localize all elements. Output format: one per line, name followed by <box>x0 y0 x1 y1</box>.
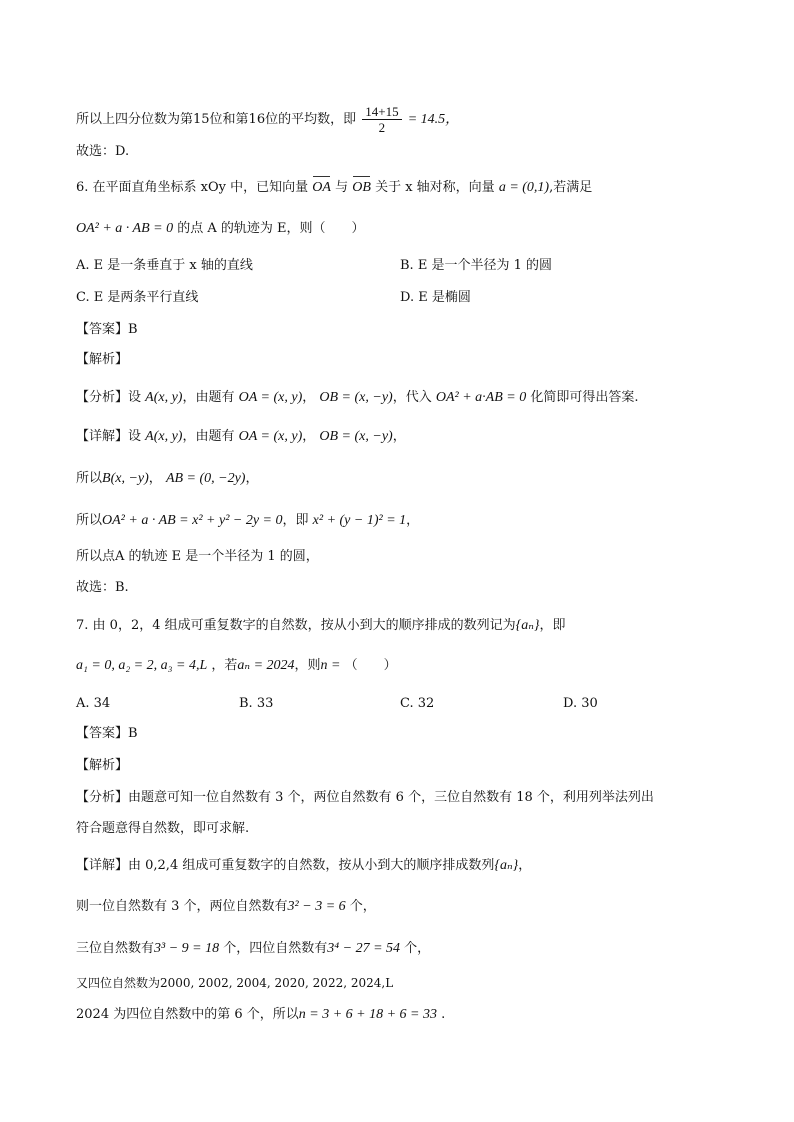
detail-line <box>76 548 734 566</box>
text: 【详解】设 <box>76 429 142 444</box>
analysis-label: 【解析】 <box>76 758 129 773</box>
math: {aₙ} <box>494 858 519 873</box>
text: 又四位自然数为2000, 2002, 2004, 2020, 2022, 2024,L <box>76 976 394 990</box>
detail-line <box>76 857 734 875</box>
option-a: A. E 是一条垂直于 x 轴的直线 <box>76 258 253 273</box>
detail-line <box>76 428 734 446</box>
vector-oa: OA <box>312 180 331 195</box>
text: ， <box>302 390 316 405</box>
analysis-heading <box>76 351 734 369</box>
math: a = (0,1) <box>498 180 550 195</box>
text-line <box>76 104 734 135</box>
text: 符合题意得自然数，即可求解. <box>76 821 250 836</box>
vector-ob: OB <box>352 180 371 195</box>
math: 3³ − 9 = 18 <box>154 941 220 956</box>
math: {aₙ} <box>515 618 540 633</box>
math: OA = (x, y) <box>238 429 303 444</box>
detail-line <box>76 940 734 958</box>
text: 【分析】由题意可知一位自然数有 3 个，两位自然数有 6 个，三位自然数有 18 个，利用列举法列出 <box>76 790 654 805</box>
detail-line <box>76 470 734 488</box>
analysis-heading <box>76 757 734 775</box>
answer-label: 【答案】B <box>76 726 138 741</box>
detail-line <box>76 1006 734 1024</box>
text: 的点 A 的轨迹为 E，则（ ） <box>177 221 365 236</box>
math: OA = (x, y) <box>238 390 303 405</box>
text: 个，四位自然数有 <box>223 941 328 956</box>
text: 关于 x 轴对称，向量 <box>375 180 495 195</box>
analysis-label: 【解析】 <box>76 352 129 367</box>
text: ， <box>392 429 406 444</box>
text: 个， <box>404 941 431 956</box>
option-c: C. E 是两条平行直线 <box>76 290 199 305</box>
math: 3² − 3 = 6 <box>287 899 346 914</box>
analysis-line <box>76 389 734 407</box>
question-7-stem-cont <box>76 657 734 675</box>
math: x² + (y − 1)² = 1 <box>312 513 407 528</box>
text: （ ） <box>344 658 397 673</box>
text: ， <box>245 471 259 486</box>
text: 2024 为四位自然数中的第 6 个，所以 <box>76 1007 299 1022</box>
analysis-line <box>76 820 734 838</box>
option-d: D. E 是椭圆 <box>400 290 471 305</box>
text: 所以上四分位数为第15位和第16位的平均数，即 <box>76 112 357 127</box>
text: 个， <box>349 899 376 914</box>
answer-line <box>76 321 734 339</box>
text: 【详解】由 0,2,4 组成可重复数字的自然数，按从小到大的顺序排成数列 <box>76 858 495 873</box>
math: OA² + a · AB = x² + y² − 2y = 0 <box>102 513 283 528</box>
analysis-line <box>76 789 734 807</box>
math: OB = (x, −y) <box>319 429 393 444</box>
answer-label: 【答案】B <box>76 322 138 337</box>
option-b: B. E 是一个半径为 1 的圆 <box>400 258 552 273</box>
math: n = <box>320 658 341 673</box>
detail-line <box>76 898 734 916</box>
math: a₁ = 0, a₂ = 2, a₃ = 4,L <box>76 658 208 673</box>
option-d: D. 30 <box>563 696 598 711</box>
text: ，则 <box>294 658 321 673</box>
text: . <box>441 1007 446 1022</box>
fraction-numerator: 14+15 <box>362 104 401 120</box>
math: A(x, y) <box>145 390 183 405</box>
math: OB = (x, −y) <box>319 390 393 405</box>
text: ，由题有 <box>182 429 235 444</box>
detail-line <box>76 579 734 597</box>
math: = 14.5， <box>407 112 460 127</box>
text: ，即 <box>282 513 309 528</box>
question-7-stem <box>76 617 734 635</box>
math: 3⁴ − 27 = 54 <box>327 941 401 956</box>
text: ，即 <box>539 618 566 633</box>
text: 【分析】设 <box>76 390 142 405</box>
text: ，由题有 <box>182 390 235 405</box>
text: 故选：D. <box>76 144 130 159</box>
option-b: B. 33 <box>239 696 274 711</box>
option-c: C. 32 <box>400 696 435 711</box>
math: n = 3 + 6 + 18 + 6 = 33 <box>298 1007 438 1022</box>
text: ， <box>406 513 420 528</box>
math: B(x, −y) <box>102 471 149 486</box>
question-6-stem <box>76 179 734 197</box>
math: aₙ = 2024 <box>237 658 295 673</box>
text-line <box>76 143 734 161</box>
text: ，代入 <box>392 390 432 405</box>
math: OA² + a · AB = 0 <box>76 221 174 236</box>
text: ，若 <box>211 658 238 673</box>
question-6-stem-cont <box>76 220 734 238</box>
answer-line <box>76 725 734 743</box>
fraction-denominator: 2 <box>378 120 386 135</box>
text: 与 <box>335 180 349 195</box>
text: 所以点A 的轨迹 E 是一个半径为 1 的圆， <box>76 549 319 564</box>
detail-line <box>76 974 734 993</box>
text: ， <box>518 858 532 873</box>
text: 所以 <box>76 513 103 528</box>
text: 7. 由 0，2，4 组成可重复数字的自然数，按从小到大的顺序排成的数列记为 <box>76 618 516 633</box>
math: OA² + a·AB = 0 <box>435 390 527 405</box>
detail-line <box>76 512 734 530</box>
text: 所以 <box>76 471 103 486</box>
text: 化简即可得出答案. <box>530 390 639 405</box>
fraction <box>362 104 401 135</box>
text: ,若满足 <box>549 180 593 195</box>
text: ， <box>302 429 316 444</box>
text: 三位自然数有 <box>76 941 155 956</box>
math: AB = (0, −2y) <box>165 471 246 486</box>
text: 则一位自然数有 3 个，两位自然数有 <box>76 899 288 914</box>
math: A(x, y) <box>145 429 183 444</box>
text: 6. 在平面直角坐标系 xOy 中，已知向量 <box>76 180 309 195</box>
option-a: A. 34 <box>76 696 111 711</box>
text: ， <box>148 471 162 486</box>
text: 故选：B. <box>76 580 129 595</box>
